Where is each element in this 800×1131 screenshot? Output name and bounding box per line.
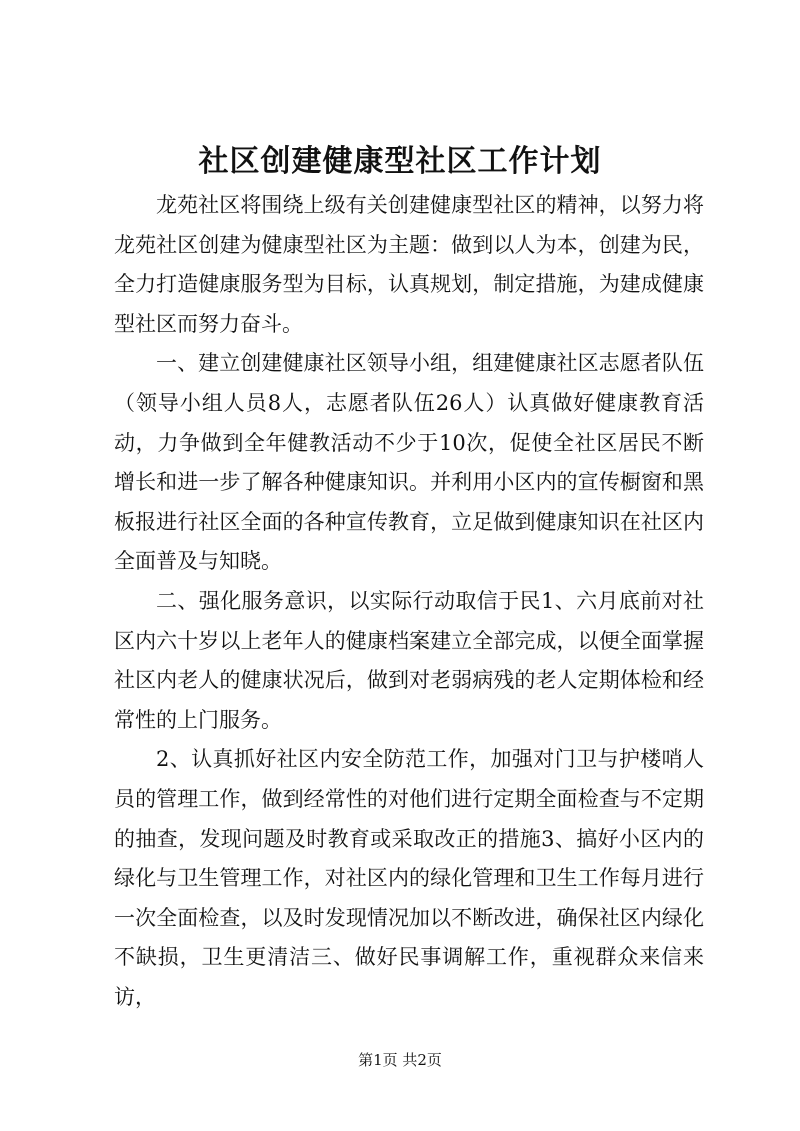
page-number-footer: 第1页 共2页 — [358, 1051, 442, 1069]
paragraph-section-2-item-2: 2、认真抓好社区内安全防范工作，加强对门卫与护楼哨人员的管理工作，做到经常性的对他们进行定期全面检查与不定期的抽查，发现问题及时教育或采取改正的措施3、搞好小区内的绿化与卫生管理工作，对社区内的绿化管理和卫生工作每月进行一次全面检查，以及时发现情况加以不断改进，确保社区内绿化不缺损，卫生更清洁三、做好民事调解工作，重视群众来信来访， — [114, 747, 704, 1009]
document-body — [114, 186, 704, 1017]
document-title: 社区创建健康型社区工作计划 — [198, 144, 602, 179]
paragraph-section-1: 一、建立创建健康社区领导小组，组建健康社区志愿者队伍（领导小组人员8人，志愿者队伍26人）认真做好健康教育活动，力争做到全年健教活动不少于10次，促使全社区居民不断增长和进一步了解各种健康知识。并利用小区内的宣传橱窗和黑板报进行社区全面的各种宣传教育，立足做到健康知识在社区内全面普及与知晓。 — [114, 351, 704, 574]
paragraph-intro: 龙苑社区将围绕上级有关创建健康型社区的精神，以努力将龙苑社区创建为健康型社区为主题：做到以人为本，创建为民，全力打造健康服务型为目标，认真规划，制定措施，为建成健康型社区而努力奋斗。 — [114, 193, 704, 336]
paragraph-section-2: 二、强化服务意识，以实际行动取信于民1、六月底前对社区内六十岁以上老年人的健康档案建立全部完成，以便全面掌握社区内老人的健康状况后，做到对老弱病残的老人定期体检和经常性的上门服务。 — [114, 588, 704, 732]
